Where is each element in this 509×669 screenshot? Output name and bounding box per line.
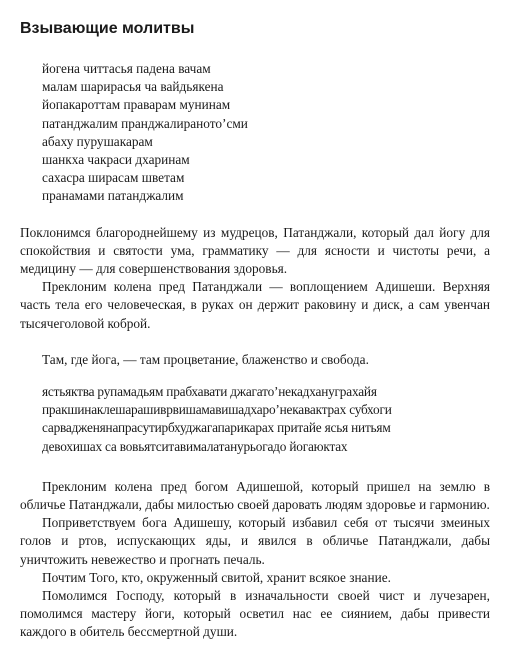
paragraph: Помолимся Господу, который в изначальности своей чист и лучезарен, помолимся мастеру йоги, который осветил нас ее сиянием, дабы привести каждого в обитель бессмертной души.	[20, 588, 490, 640]
verse-line: пранамами патанджалим	[42, 188, 184, 204]
verse-line: патанджалим пранджалираното’сми	[42, 115, 248, 131]
verse-line: малам шарирасья ча вайдьякена	[42, 79, 224, 95]
paragraph: Поприветствуем бога Адишешу, который избавил себя от тысячи змеиных голов и ртов, испускающих яды, и явился в обличье Патанджали, дабы уничтожить невежество и прогнать печаль.	[20, 515, 490, 567]
verse-line: сарвадженянапрасутирбхуджагапарикарах притайе ясья нитьям	[42, 420, 391, 436]
verse-line: шанкха чакраси дхаринам	[42, 152, 190, 168]
document-page	[20, 18, 490, 660]
verse-line: йогена читтасья падена вачам	[42, 61, 211, 76]
paragraph: Преклоним колена пред Патанджали — воплощением Адишеши. Верхняя часть тела его человеческая, в руках он держит раковину и диск, а сам увенчан тысячеголовой коброй.	[20, 279, 490, 331]
translation-block-1	[20, 224, 490, 333]
page-title: Взывающие молитвы	[20, 20, 195, 37]
mantra-verse-1	[42, 60, 490, 206]
mantra-verse-2	[42, 383, 490, 456]
paragraph: Почтим Того, кто, окруженный свитой, хранит всякое знание.	[42, 569, 391, 585]
paragraph: Преклоним колена пред богом Адишешой, который пришел на землю в обличье Патанджали, дабы милостью своей даровать людям здоровье и гармонию.	[20, 478, 490, 513]
paragraph: Поклонимся благороднейшему из мудрецов, Патанджали, который дал йогу для спокойствия и святости ума, грамматику — для ясности и чистоты речи, а медицину — для совершенствования здоровья.	[20, 224, 490, 277]
verse-line: пракшинаклешарашиврвишамавишадхаро’некавактрах субхоги	[42, 402, 392, 418]
verse-line: сахасра ширасам шветам	[42, 170, 185, 186]
verse-line: йопакароттам праварам мунинам	[42, 97, 231, 113]
quote-line: Там, где йога, — там процветание, блаженство и свобода.	[42, 351, 369, 367]
translation-block-2	[20, 478, 490, 642]
verse-line: девохишах са вовьятситавималатанурьогадо йогаюктах	[42, 438, 348, 454]
verse-line: абаху пурушакарам	[42, 133, 153, 149]
verse-line: ястьяктва рупамадьям прабхавати джагато’некадхануграхайя	[42, 384, 377, 400]
